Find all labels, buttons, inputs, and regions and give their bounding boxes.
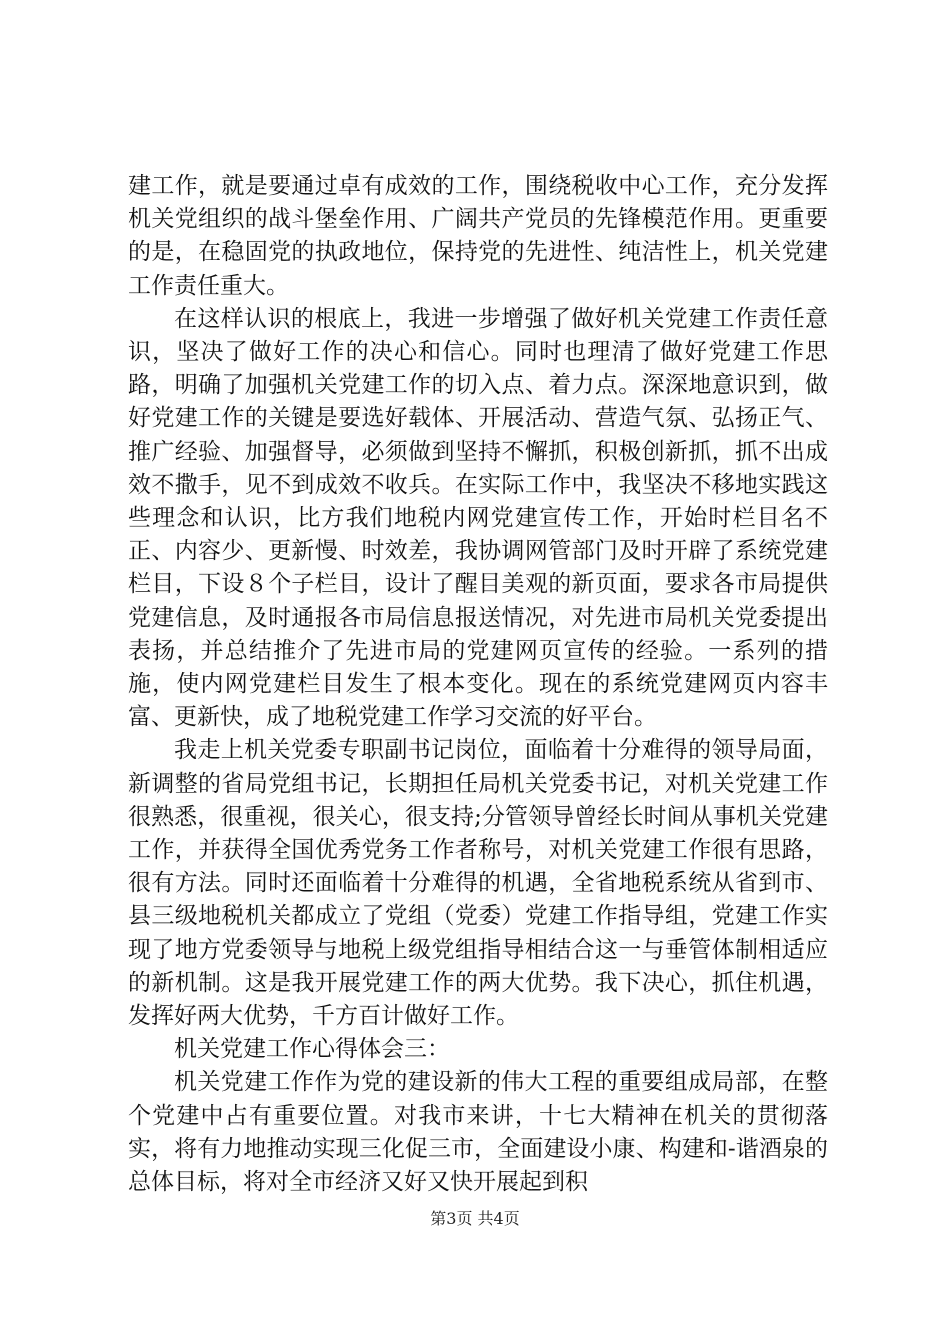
paragraph-continued: 建工作，就是要通过卓有成效的工作，围绕税收中心工作，充分发挥机关党组织的战斗堡垒作用、广阔共产党员的先锋模范作用。更重要的是，在稳固党的执政地位，保持党的先进性、纯洁性上，机关党建工作责任重大。	[128, 173, 828, 299]
section-heading: 机关党建工作心得体会三：	[174, 1036, 450, 1063]
page-footer: 第3页 共4页	[430, 1209, 520, 1228]
paragraph-position: 我走上机关党委专职副书记岗位，面临着十分难得的领导局面，新调整的省局党组书记，长期担任局机关党委书记，对机关党建工作很熟悉，很重视，很关心，很支持;分管领导曾经长时间从事机关党建工作，并获得全国优秀党务工作者称号，对机关党建工作很有思路，很有方法。同时还面临着十分难得的机遇，全省地税系统从省到市、县三级地税机关都成立了党组（党委）党建工作指导组，党建工作实现了地方党委领导与地税上级党组指导相结合这一与垂管体制相适应的新机制。这是我开展党建工作的两大优势。我下决心，抓住机遇，发挥好两大优势，千方百计做好工作。	[128, 737, 828, 1030]
paragraph-awareness: 在这样认识的根底上，我进一步增强了做好机关党建工作责任意识，坚决了做好工作的决心和信心。同时也理清了做好党建工作思路，明确了加强机关党建工作的切入点、着力点。深深地意识到，做好党建工作的关键是要选好载体、开展活动、营造气氛、弘扬正气、推广经验、加强督导，必须做到坚持不懈抓，积极创新抓，抓不出成效不撒手，见不到成效不收兵。在实际工作中，我坚决不移地实践这些理念和认识，比方我们地税内网党建宣传工作，开始时栏目名不正、内容少、更新慢、时效差，我协调网管部门及时开辟了系统党建栏目，下设８个子栏目，设计了醒目美观的新页面，要求各市局提供党建信息，及时通报各市局信息报送情况，对先进市局机关党委提出表扬，并总结推介了先进市局的党建网页宣传的经验。一系列的措施，使内网党建栏目发生了根本变化。现在的系统党建网页内容丰富、更新快，成了地税党建工作学习交流的好平台。	[128, 305, 828, 731]
paragraph-importance: 机关党建工作作为党的建设新的伟大工程的重要组成局部，在整个党建中占有重要位置。对我市来讲，十七大精神在机关的贯彻落实，将有力地推动实现三化促三市，全面建设小康、构建和-谐酒泉的总体目标，将对全市经济又好又快开展起到积	[128, 1069, 828, 1196]
document-body	[128, 170, 828, 1199]
